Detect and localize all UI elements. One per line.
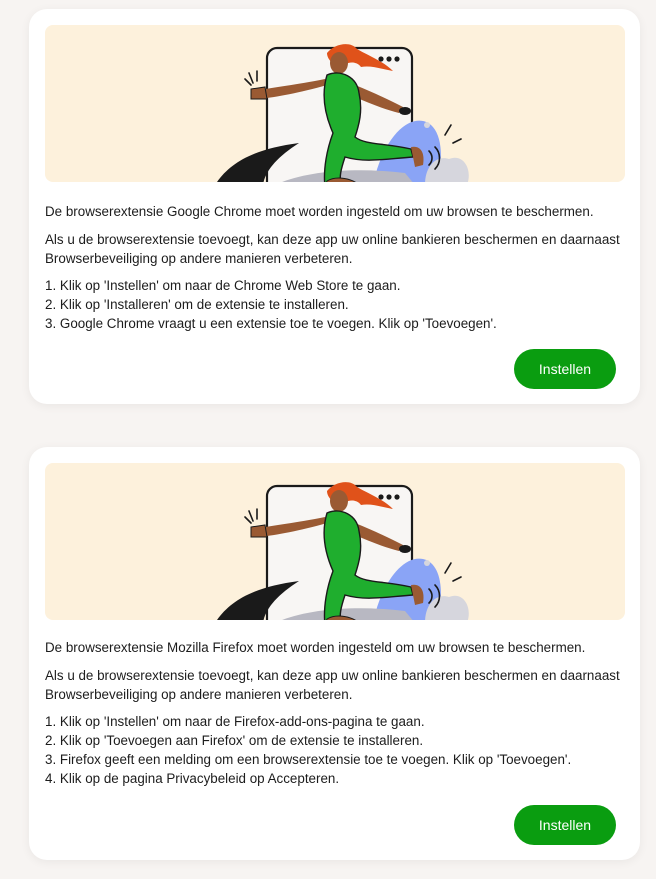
step-number: 3.	[45, 752, 57, 767]
step-number: 4.	[45, 771, 57, 786]
step-text: Klik op de pagina Privacybeleid op Accepteren.	[59, 771, 340, 786]
list-item	[45, 314, 624, 333]
runner-browser-illustration-icon	[215, 463, 515, 620]
step-number: 2.	[45, 297, 57, 312]
description-text: Als u de browserextensie toevoegt, kan deze app uw online bankieren beschermen en daarnaast Browserbeveiliging op andere manieren verbeteren.	[45, 232, 620, 266]
instellen-button[interactable]: Instellen	[514, 805, 616, 845]
step-text: Google Chrome vraagt u een extensie toe te voegen. Klik op 'Toevoegen'.	[59, 316, 497, 331]
step-text: Klik op 'Toevoegen aan Firefox' om de extensie te installeren.	[59, 733, 424, 748]
step-text: Klik op 'Installeren' om de extensie te installeren.	[59, 297, 349, 312]
hero-banner	[45, 463, 625, 620]
hero-banner	[45, 25, 625, 182]
firefox-extension-card	[29, 447, 640, 860]
list-item	[45, 295, 624, 314]
step-text: Klik op 'Instellen' om naar de Chrome Web Store te gaan.	[59, 278, 401, 293]
step-number: 2.	[45, 733, 57, 748]
description-text: Als u de browserextensie toevoegt, kan deze app uw online bankieren beschermen en daarnaast Browserbeveiliging op andere manieren verbeteren.	[45, 668, 620, 702]
steps-list	[45, 712, 624, 788]
list-item	[45, 750, 624, 769]
instellen-button[interactable]: Instellen	[514, 349, 616, 389]
step-number: 1.	[45, 278, 57, 293]
runner-browser-illustration-icon	[215, 25, 515, 182]
intro-text: De browserextensie Mozilla Firefox moet worden ingesteld om uw browsen te beschermen.	[45, 640, 586, 655]
step-text: Klik op 'Instellen' om naar de Firefox-add-ons-pagina te gaan.	[59, 714, 425, 729]
step-text: Firefox geeft een melding om een browserextensie toe te voegen. Klik op 'Toevoegen'.	[59, 752, 572, 767]
step-number: 3.	[45, 316, 57, 331]
card-text	[45, 638, 624, 788]
card-text	[45, 202, 624, 333]
chrome-extension-card	[29, 9, 640, 404]
intro-text: De browserextensie Google Chrome moet worden ingesteld om uw browsen te beschermen.	[45, 204, 594, 219]
list-item	[45, 712, 624, 731]
steps-list	[45, 276, 624, 333]
list-item	[45, 731, 624, 750]
list-item	[45, 276, 624, 295]
step-number: 1.	[45, 714, 57, 729]
list-item	[45, 769, 624, 788]
